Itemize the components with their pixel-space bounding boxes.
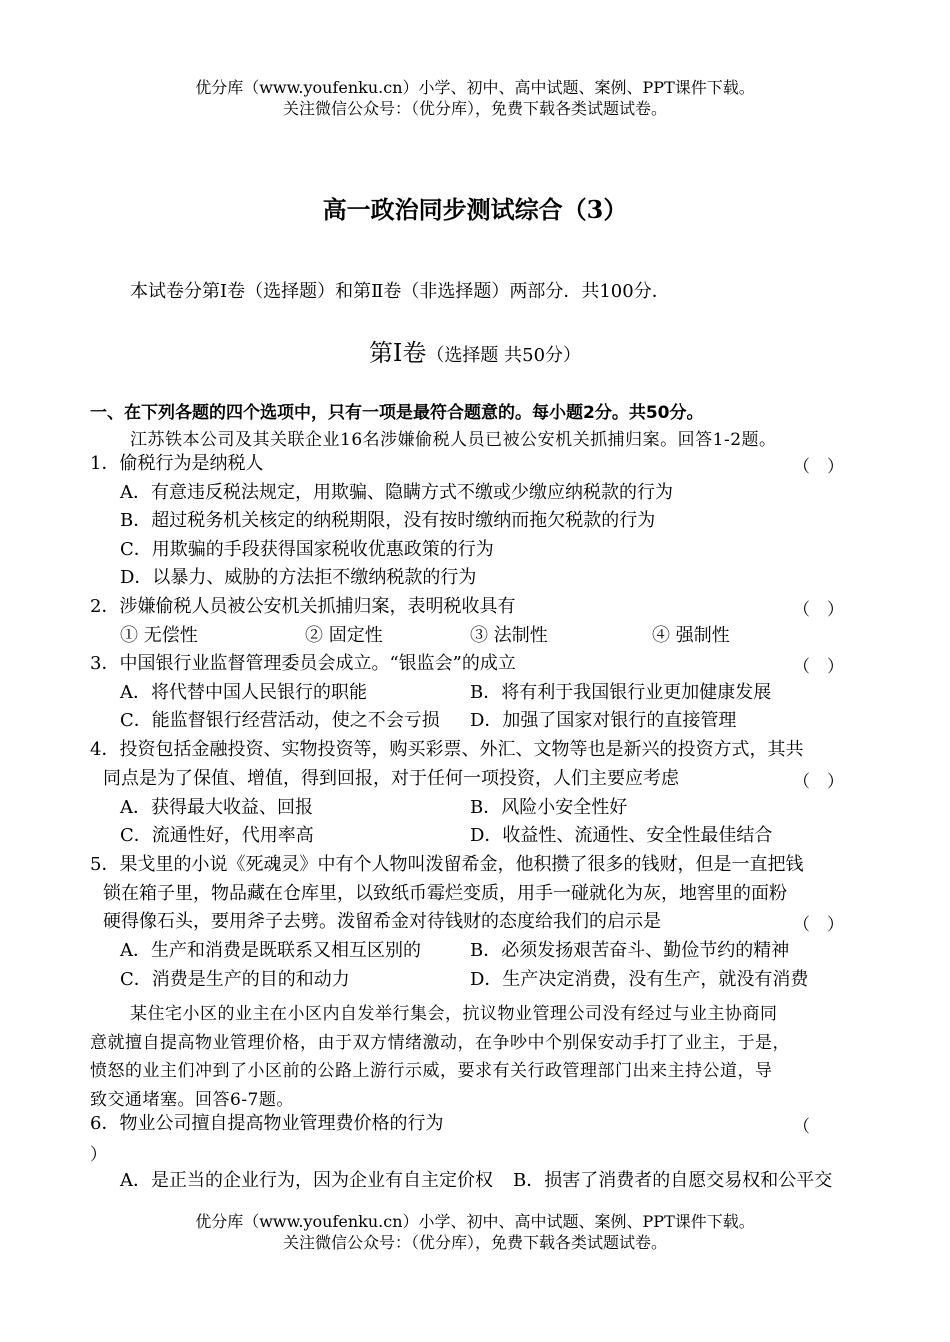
q6-paren-open: （ bbox=[793, 1117, 810, 1137]
q4-stem-line-2: 同点是为了保值、增值，得到回报，对于任何一项投资，人们主要应考虑 bbox=[103, 768, 679, 789]
q2-option-2: ② 固定性 bbox=[305, 625, 383, 646]
q5-option-a: A．生产和消费是既联系又相互区别的 bbox=[120, 940, 421, 961]
q1-option-c: C．用欺骗的手段获得国家税收优惠政策的行为 bbox=[120, 539, 494, 560]
q1-option-d: D．以暴力、威胁的方法拒不缴纳税款的行为 bbox=[120, 567, 477, 588]
q6-stem: 6．物业公司擅自提高物业管理费价格的行为 bbox=[90, 1113, 444, 1134]
header-line-1: 优分库（www.youfenku.cn）小学、初中、高中试题、案例、PPT课件下载。 bbox=[195, 78, 755, 97]
q6-option-a: A．是正当的企业行为，因为企业有自主定价权 bbox=[120, 1170, 493, 1191]
q4-answer-paren: （ ） bbox=[793, 772, 844, 792]
section-heading: 一、在下列各题的四个选项中，只有一项是最符合题意的。每小题2分。共50分。 bbox=[90, 403, 704, 423]
context-2-line-3: 愤怒的业主们冲到了小区前的公路上游行示威，要求有关行政管理部门出来主持公道，导 bbox=[90, 1061, 773, 1081]
q5-option-b: B．必须发扬艰苦奋斗、勤俭节约的精神 bbox=[470, 940, 790, 961]
q3-answer-paren: （ ） bbox=[793, 657, 844, 677]
context-2-line-2: 意就擅自提高物业管理价格，由于双方情绪激动，在争吵中个别保安动手打了业主，于是， bbox=[90, 1033, 790, 1053]
q5-stem-line-1: 5．果戈里的小说《死魂灵》中有个人物叫泼留希金，他积攒了很多的钱财，但是一直把钱 bbox=[90, 854, 804, 875]
intro-text: 本试卷分第Ⅰ卷（选择题）和第Ⅱ卷（非选择题）两部分．共100分． bbox=[130, 281, 670, 302]
q3-option-d: D．加强了国家对银行的直接管理 bbox=[470, 710, 737, 731]
part-heading bbox=[0, 333, 950, 368]
part-heading-main: 第Ⅰ卷 bbox=[368, 339, 427, 367]
q2-option-3: ③ 法制性 bbox=[470, 625, 548, 646]
q5-option-d: D．生产决定消费，没有生产，就没有消费 bbox=[470, 969, 809, 990]
footer-line-1: 优分库（www.youfenku.cn）小学、初中、高中试题、案例、PPT课件下载。 bbox=[195, 1212, 755, 1231]
part-heading-sub: （选择题 共50分） bbox=[426, 345, 582, 366]
context-1: 江苏铁本公司及其关联企业16名涉嫌偷税人员已被公安机关抓捕归案。回答1-2题。 bbox=[130, 430, 777, 450]
q1-option-a: A．有意违反税法规定，用欺骗、隐瞒方式不缴或少缴应纳税款的行为 bbox=[120, 482, 673, 503]
q6-option-b: B．损害了消费者的自愿交易权和公平交 bbox=[513, 1170, 833, 1191]
header-line-2: 关注微信公众号：（优分库），免费下载各类试题试卷。 bbox=[282, 99, 667, 118]
q3-option-a: A．将代替中国人民银行的职能 bbox=[120, 682, 367, 703]
q5-option-c: C．消费是生产的目的和动力 bbox=[120, 969, 350, 990]
q1-option-b: B．超过税务机关核定的纳税期限，没有按时缴纳而拖欠税款的行为 bbox=[120, 510, 656, 531]
q5-stem-line-2: 锁在箱子里，物品藏在仓库里，以致纸币霉烂变质，用手一碰就化为灰，地窖里的面粉 bbox=[103, 883, 787, 904]
q4-option-c: C．流通性好，代用率高 bbox=[120, 825, 314, 846]
q2-stem: 2．涉嫌偷税人员被公安机关抓捕归案，表明税收具有 bbox=[90, 596, 516, 617]
q3-stem: 3．中国银行业监督管理委员会成立。“银监会”的成立 bbox=[90, 653, 516, 674]
page-title: 高一政治同步测试综合（3） bbox=[322, 195, 628, 224]
q4-option-a: A．获得最大收益、回报 bbox=[120, 797, 313, 818]
q5-answer-paren: （ ） bbox=[793, 915, 844, 935]
q4-stem-line-1: 4．投资包括金融投资、实物投资等，购买彩票、外汇、文物等也是新兴的投资方式，其共 bbox=[90, 739, 804, 760]
q2-option-1: ① 无偿性 bbox=[120, 625, 198, 646]
q4-option-d: D．收益性、流通性、安全性最佳结合 bbox=[470, 825, 773, 846]
q2-answer-paren: （ ） bbox=[793, 600, 844, 620]
context-2-line-1: 某住宅小区的业主在小区内自发举行集会，抗议物业管理公司没有经过与业主协商同 bbox=[130, 1004, 778, 1024]
context-2-line-4: 致交通堵塞。回答6-7题。 bbox=[90, 1090, 294, 1110]
q5-stem-line-3: 硬得像石头，要用斧子去劈。泼留希金对待钱财的态度给我们的启示是 bbox=[103, 911, 661, 932]
q6-paren-close: ） bbox=[90, 1145, 107, 1165]
q3-option-b: B．将有利于我国银行业更加健康发展 bbox=[470, 682, 772, 703]
q1-answer-paren: （ ） bbox=[793, 457, 844, 477]
q1-stem: 1．偷税行为是纳税人 bbox=[90, 453, 264, 474]
q3-option-c: C．能监督银行经营活动，使之不会亏损 bbox=[120, 710, 440, 731]
q4-option-b: B．风险小安全性好 bbox=[470, 797, 628, 818]
q2-option-4: ④ 强制性 bbox=[652, 625, 730, 646]
footer-line-2: 关注微信公众号：（优分库），免费下载各类试题试卷。 bbox=[282, 1233, 667, 1252]
